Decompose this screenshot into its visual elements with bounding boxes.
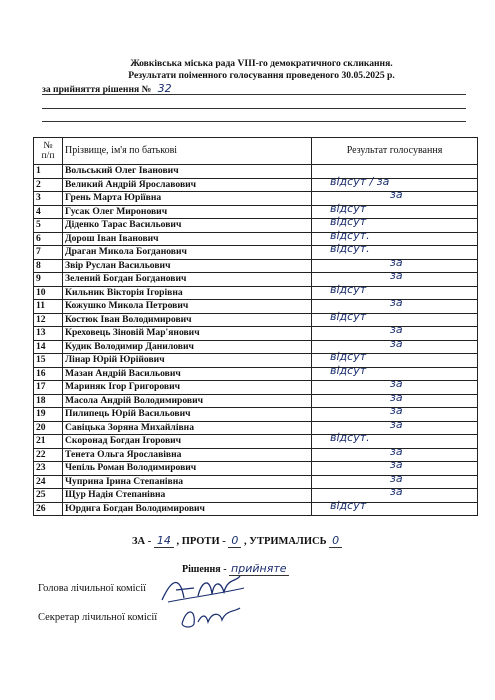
- row-number: 24: [34, 475, 63, 489]
- against-label: , ПРОТИ -: [176, 536, 226, 547]
- voting-table: [33, 137, 478, 516]
- table-row: [34, 340, 478, 354]
- row-number: 9: [34, 273, 63, 287]
- vote-result: відсут: [330, 201, 367, 215]
- vote-result: за: [390, 377, 403, 390]
- table-row: [34, 192, 478, 206]
- vote-result: відсут: [330, 363, 367, 377]
- deputy-name: Грень Марта Юріївна: [63, 192, 312, 206]
- deputy-name: Діденко Тарас Васильович: [63, 219, 312, 233]
- table-row: [34, 259, 478, 273]
- table-row: [34, 205, 478, 219]
- vote-result: відсут.: [330, 431, 370, 444]
- for-value: 14: [154, 534, 174, 548]
- table-row: [34, 246, 478, 260]
- deputy-name: Кильник Вікторія Ігорівна: [63, 286, 312, 300]
- deputy-name: Великий Андрій Ярославович: [63, 178, 312, 192]
- table-row: [34, 448, 478, 462]
- deputy-name: Мариняк Ігор Григорович: [63, 381, 312, 395]
- document-subtitle: Результати поіменного голосування проведеного 30.05.2025 р.: [128, 70, 395, 81]
- table-row: [34, 232, 478, 246]
- row-number: 13: [34, 327, 63, 341]
- head-commission-label: Голова лічильної комісії: [38, 583, 147, 594]
- deputy-name: Дорош Іван Іванович: [63, 232, 312, 246]
- row-number: 8: [34, 259, 63, 273]
- vote-result: відсут: [330, 309, 367, 323]
- table-row: [34, 327, 478, 341]
- deputy-name: Вольський Олег Іванович: [63, 165, 312, 179]
- row-number: 4: [34, 205, 63, 219]
- table-header-row: [34, 138, 478, 165]
- vote-result: за: [390, 471, 403, 485]
- table-row: [34, 462, 478, 476]
- table-row: [34, 219, 478, 233]
- vote-result-cell: [312, 498, 478, 516]
- deputy-name: Щур Надія Степанівна: [63, 489, 312, 503]
- row-number: 26: [34, 502, 63, 516]
- table-row: [34, 165, 478, 179]
- blank-line: [42, 121, 466, 122]
- row-number: 22: [34, 448, 63, 462]
- vote-result: за: [390, 323, 403, 336]
- for-label: ЗА -: [132, 536, 152, 547]
- table-row: [34, 475, 478, 489]
- row-number: 3: [34, 192, 63, 206]
- row-number: 11: [34, 300, 63, 314]
- deputy-name: Тенета Ольга Ярославівна: [63, 448, 312, 462]
- vote-result: за: [390, 269, 403, 282]
- head-signature: [158, 572, 248, 608]
- col-name-header: Прізвище, ім'я по батькові: [63, 138, 312, 165]
- decision-number: 32: [157, 82, 172, 95]
- deputy-name: Скоронад Богдан Ігорович: [63, 435, 312, 449]
- vote-result: за: [390, 444, 403, 458]
- table-row: [34, 178, 478, 192]
- row-number: 5: [34, 219, 63, 233]
- deputy-name: Пилипець Юрій Васильович: [63, 408, 312, 422]
- secretary-label: Секретар лічильної комісії: [38, 612, 158, 623]
- row-number: 16: [34, 367, 63, 381]
- deputy-name: Кудик Володимир Данилович: [63, 340, 312, 354]
- row-number: 21: [34, 435, 63, 449]
- deputy-name: Чуприна Ірина Степанівна: [63, 475, 312, 489]
- vote-result: відсут: [330, 350, 367, 363]
- table-row: [34, 435, 478, 449]
- vote-result: за: [390, 296, 403, 309]
- row-number: 1: [34, 165, 63, 179]
- table-row: [34, 273, 478, 287]
- deputy-name: Костюк Іван Володимирович: [63, 313, 312, 327]
- table-row: [34, 394, 478, 408]
- deputy-name: Кожушко Микола Петрович: [63, 300, 312, 314]
- deputy-name: Юрдига Богдан Володимирович: [63, 502, 312, 516]
- table-row: [34, 421, 478, 435]
- vote-result: відсут.: [330, 228, 370, 242]
- row-number: 10: [34, 286, 63, 300]
- row-number: 19: [34, 408, 63, 422]
- col-result-header: Результат голосування: [312, 138, 478, 165]
- row-number: 20: [34, 421, 63, 435]
- table-row: [34, 300, 478, 314]
- vote-result: відсут: [330, 498, 367, 512]
- against-value: 0: [228, 534, 241, 548]
- row-number: 25: [34, 489, 63, 503]
- deputy-name: Креховець Зіновій Мар'янович: [63, 327, 312, 341]
- table-row: [34, 502, 478, 516]
- deputy-name: Чепіль Роман Володимирович: [63, 462, 312, 476]
- row-number: 18: [34, 394, 63, 408]
- table-row: [34, 354, 478, 368]
- vote-result: за: [390, 458, 403, 471]
- table-row: [34, 489, 478, 503]
- vote-result: за: [390, 188, 403, 201]
- vote-result: відсут: [330, 282, 367, 296]
- vote-result: за: [390, 417, 403, 431]
- abstain-label: , УТРИМАЛИСЬ: [243, 536, 327, 547]
- deputy-name: Лінар Юрій Юрійович: [63, 354, 312, 368]
- row-number: 17: [34, 381, 63, 395]
- vote-result: за: [390, 404, 403, 417]
- abstain-value: 0: [329, 534, 342, 548]
- result-label: Рішення -: [182, 564, 227, 575]
- deputy-name: Гусак Олег Миронович: [63, 205, 312, 219]
- secretary-signature: [176, 604, 246, 632]
- vote-summary: [132, 534, 342, 547]
- row-number: 6: [34, 232, 63, 246]
- document-title: Жовківська міська рада VIII-го демократичного скликання.: [130, 58, 393, 69]
- row-number: 12: [34, 313, 63, 327]
- row-number: 14: [34, 340, 63, 354]
- decision-underline: [42, 94, 466, 95]
- row-number: 7: [34, 246, 63, 260]
- deputy-name: Масола Андрій Володимирович: [63, 394, 312, 408]
- deputy-name: Драган Микола Богданович: [63, 246, 312, 260]
- decision-label: за прийняття рішення №: [42, 84, 152, 95]
- row-number: 23: [34, 462, 63, 476]
- vote-result: за: [390, 390, 403, 404]
- result-value: прийняте: [231, 562, 287, 575]
- vote-result: відсут: [330, 215, 367, 228]
- vote-result: відсут / за: [330, 174, 390, 188]
- deputy-name: Зелений Богдан Богданович: [63, 273, 312, 287]
- row-number: 15: [34, 354, 63, 368]
- deputy-name: Звір Руслан Васильович: [63, 259, 312, 273]
- table-row: [34, 408, 478, 422]
- vote-result: за: [390, 336, 403, 350]
- table-row: [34, 367, 478, 381]
- vote-result: відсут.: [330, 242, 370, 255]
- vote-result: за: [390, 255, 403, 269]
- table-row: [34, 381, 478, 395]
- deputy-name: Мазан Андрій Васильович: [63, 367, 312, 381]
- blank-line: [42, 108, 466, 109]
- table-row: [34, 286, 478, 300]
- vote-result: за: [390, 485, 403, 498]
- deputy-name: Савіцька Зоряна Михайлівна: [63, 421, 312, 435]
- table-row: [34, 313, 478, 327]
- col-number-header: № п/п: [34, 138, 63, 165]
- row-number: 2: [34, 178, 63, 192]
